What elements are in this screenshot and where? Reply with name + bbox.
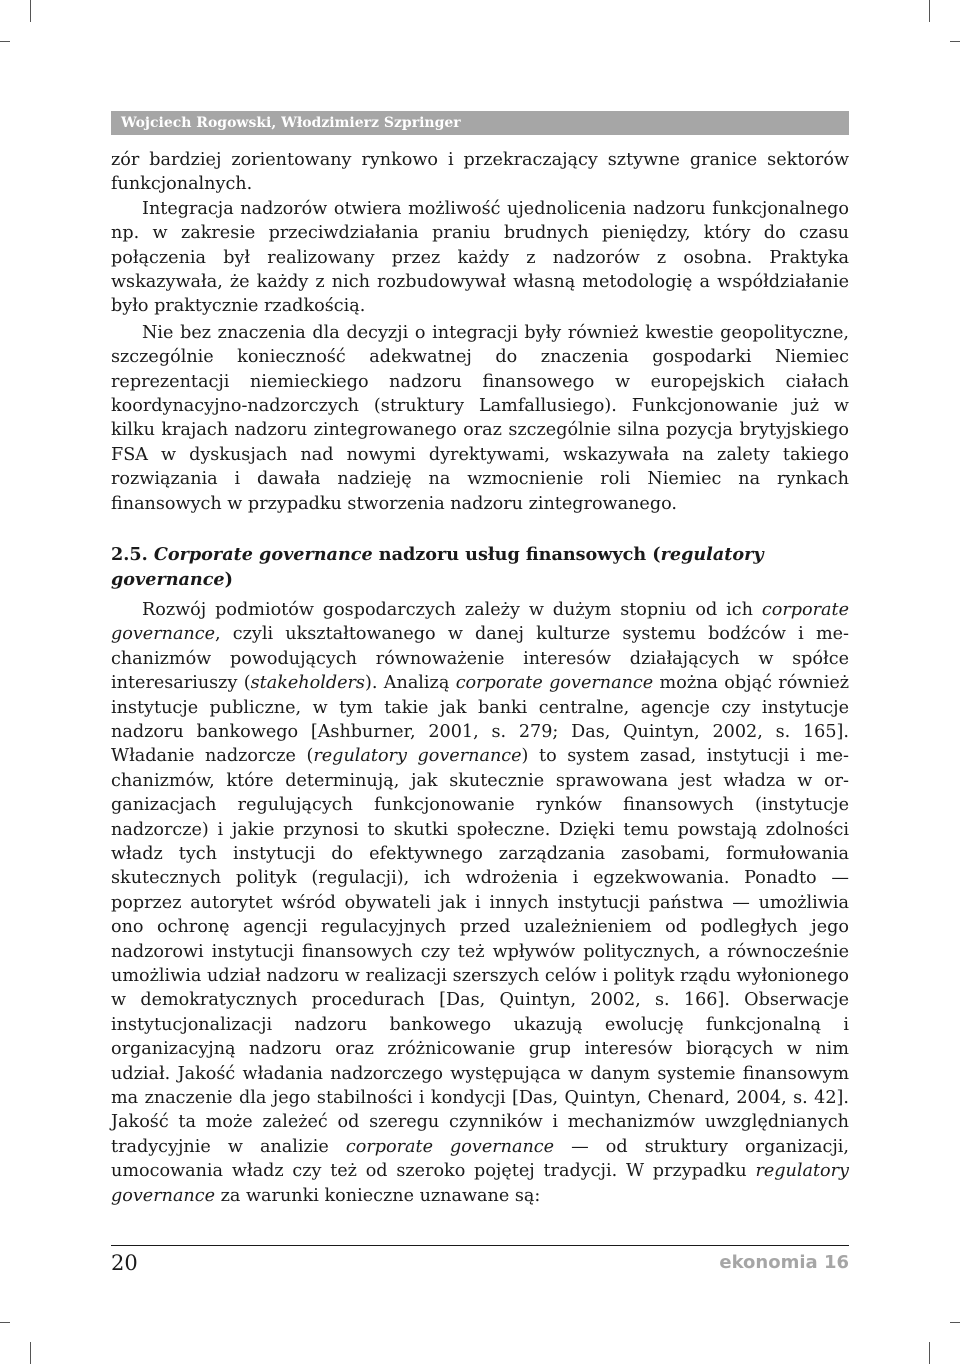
- crop-mark-bottom-right: [929, 1342, 930, 1364]
- p4-text-2: , czyli ukształtowanego w danej kulturze systemu bodźców i mechanizmów powodujących równoważenie interesów działających w spółce interesariuszy (: [111, 624, 849, 694]
- crop-mark-left-bottom: [0, 1322, 10, 1323]
- p4-text-3: ). Analizą: [364, 673, 456, 694]
- p4-italic-4: regulatory governance: [313, 746, 522, 767]
- p4-italic-5: corporate governance: [345, 1136, 555, 1157]
- crop-mark-right-top: [950, 41, 960, 42]
- crop-mark-bottom-left: [30, 1342, 31, 1364]
- section-title-end: ): [224, 568, 233, 590]
- p4-italic-2: stakeholders: [250, 673, 365, 694]
- section-number: 2.5.: [111, 544, 148, 566]
- paragraph-4: [111, 598, 849, 1208]
- p4-text-1: Rozwój podmiotów gospodarczych zależy w dużym stopniu od ich: [142, 599, 762, 620]
- section-title-italic-1: Corporate governance: [153, 544, 373, 566]
- p4-italic-3: corporate governance: [455, 673, 654, 694]
- page-number: 20: [111, 1251, 138, 1275]
- section-title-middle: nadzoru usług finansowych (: [372, 544, 661, 566]
- crop-mark-top-right: [929, 0, 930, 22]
- journal-name: ekonomia 16: [719, 1252, 849, 1273]
- paragraph-1: zór bardziej zorientowany rynkowo i przekraczający sztywne granice sektorów funkcjonalnych.: [111, 150, 849, 195]
- footer-rule: [111, 1245, 849, 1246]
- p4-italic-1: corporate governance: [111, 599, 849, 645]
- crop-mark-right-bottom: [950, 1322, 960, 1323]
- section-title-italic-2: regulatory governance: [111, 544, 764, 590]
- p4-italic-6: regulatory governance: [111, 1161, 849, 1206]
- p4-text-5: ) to system zasad, instytucji i mechanizmów, które determinują, jak skutecznie sprawowana jest władza w organizacjach regulujących funkcjonowanie rynków finansowych (instytucje nadzorcze) i jakie przynosi to skutki społeczne. Dzięki temu powstają zdolności władz tych instytucji do efektywnego zarządzania zasobami, formułowania skutecznych polityk (regulacji), ich wdrożenia i egzekwowania. Ponadto — poprzez autorytet wśród obywateli jak i innych instytucji państwa — umożliwia ono ochronę agencji regulacyjnych przed uzależnieniem od podległych jego nadzorowi instytucji finansowych czy też wpływów politycznych, a równocześnie umożliwia udział nadzoru w realizacji szerszych celów i polityk rządu wyłonionego w demokratycznych procedurach [Das, Quintyn, 2002, s. 166]. Obserwacje instytucjonalizacji nadzoru bankowego ukazują ewolucję funkcjonalną i organizacyjną nadzoru oraz zróżnicowanie grup interesów biorących w nim udział. Jakość władania nadzorczego występująca w danym systemie finansowym ma znaczenie dla jego stabilności i kondycji [Das, Quintyn, Chenard, 2004, s. 42]. Jakość ta może zależeć od szeregu czynników i mechanizmów uwzględnianych tradycyjnie w analizie: [111, 746, 849, 1157]
- p4-text-6: — od struktury organizacji, umocowania władz czy też od szeroko pojętej tradycji. W przypadku: [111, 1136, 849, 1182]
- paragraph-3: Nie bez znaczenia dla decyzji o integracji były również kwestie geopolityczne, szczególnie konieczność adekwatnej do znaczenia gospodarki Niemiec reprezentacji niemieckiego nadzoru finansowego w europejskich ciałach koordynacyjno-nadzorczych (struktury Lamfallusiego). Funkcjonowanie już w kilku krajach nadzoru zintegrowanego oraz szczególnie silna pozycja brytyjskiego FSA w dyskusjach nad nowymi dyrektywami, wskazywała na zalety takiego rozwiązania i dawała nadzieję na wzmocnienie roli Niemiec na rynkach finansowych w przypadku stworzenia nadzoru zintegrowanego.: [111, 322, 849, 514]
- running-head: Wojciech Rogowski, Włodzimierz Szpringer: [111, 111, 849, 135]
- page-body: [111, 148, 849, 1208]
- crop-mark-top-left: [30, 0, 31, 22]
- paragraph-2: Integracja nadzorów otwiera możliwość ujednolicenia nadzoru funkcjonalnego np. w zakresie przeciwdziałania praniu brudnych pieniędzy, który do czasu połączenia był realizowany przez każdy z nadzorów z osobna. Praktyka wskazywała, że każdy z nich rozbudowywał własną metodologię a współdziałanie było praktycznie rzadkością.: [111, 198, 849, 317]
- p4-text-7: za warunki konieczne uznawane są:: [215, 1185, 541, 1206]
- crop-mark-left-top: [0, 41, 10, 42]
- section-heading: [111, 543, 849, 592]
- p4-text-4: można objąć również instytucje publiczne, w tym takie jak banki centralne, agencje czy instytucje nadzoru bankowego [Ashburner, 2001, s. 279; Das, Quintyn, 2002, s. 165]. Władanie nadzorcze (: [111, 673, 850, 767]
